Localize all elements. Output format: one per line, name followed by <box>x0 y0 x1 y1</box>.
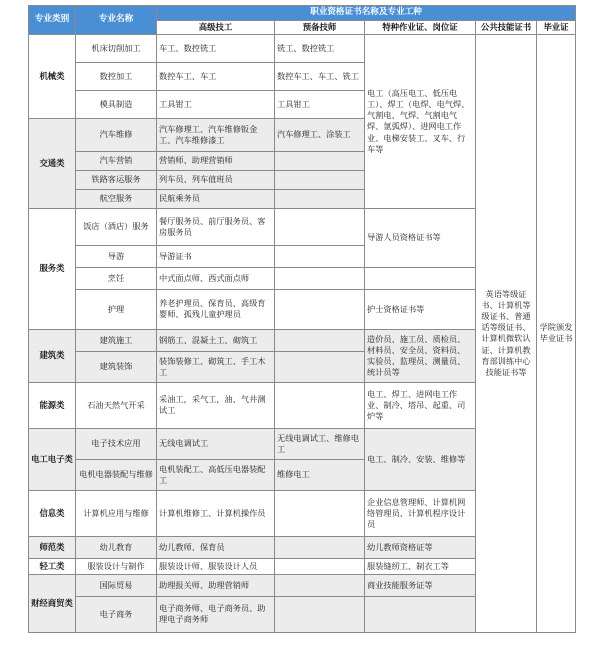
prep-cell <box>275 208 365 245</box>
special-cell: 电工、焊工、进网电工作业、制冷、塔吊、起重、司炉等 <box>365 382 476 428</box>
senior-cell: 装饰装修工、砌筑工、手工木工 <box>157 351 275 382</box>
senior-cell: 数控车工、车工 <box>157 62 275 90</box>
category-cell: 能源类 <box>29 382 76 428</box>
header-senior: 高级技工 <box>157 20 275 34</box>
major-cell: 导游 <box>76 245 157 267</box>
prep-cell <box>275 382 365 428</box>
header-preparatory: 预备技师 <box>275 20 365 34</box>
graduation-cell: 学院颁发毕业证书 <box>537 34 576 632</box>
table-row <box>29 34 576 62</box>
major-cell: 饭店（酒店）服务 <box>76 208 157 245</box>
public-cert-cell: 英语等级证书、计算机等级证书、普通话等级证书、计算机微软认证、计算机教育部训练中心技能证书等 <box>476 34 537 632</box>
certificate-table <box>28 5 576 633</box>
senior-cell: 车工、数控铣工 <box>157 34 275 62</box>
senior-cell: 服装设计师、服装设计人员 <box>157 558 275 574</box>
major-cell: 电子技术应用 <box>76 428 157 459</box>
header-major: 专业名称 <box>76 6 157 35</box>
senior-cell: 营销师、助理营销师 <box>157 151 275 170</box>
special-cell <box>365 267 476 289</box>
category-cell: 财经商贸类 <box>29 574 76 632</box>
prep-cell <box>275 558 365 574</box>
prep-cell <box>275 189 365 208</box>
header-row-1 <box>29 6 576 21</box>
major-cell: 国际贸易 <box>76 574 157 596</box>
special-cell: 电工、制冷、安装、维修等 <box>365 428 476 490</box>
category-cell: 服务类 <box>29 208 76 329</box>
senior-cell: 汽车修理工、汽车维修钣金工、汽车维修漆工 <box>157 118 275 151</box>
major-cell: 计算机应用与维修 <box>76 490 157 536</box>
major-cell: 服装设计与制作 <box>76 558 157 574</box>
senior-cell: 钢筋工、混凝土工、砌筑工 <box>157 329 275 351</box>
category-cell: 信息类 <box>29 490 76 536</box>
prep-cell <box>275 289 365 329</box>
category-cell: 建筑类 <box>29 329 76 382</box>
header-public-cert: 公共技能证书 <box>476 20 537 34</box>
major-cell: 汽车营销 <box>76 151 157 170</box>
major-cell: 幼儿教育 <box>76 536 157 558</box>
major-cell: 数控加工 <box>76 62 157 90</box>
senior-cell: 中式面点师、西式面点师 <box>157 267 275 289</box>
special-cell: 导游人员资格证书等 <box>365 208 476 267</box>
special-cell: 商业技能服务证等 <box>365 574 476 596</box>
major-cell: 烹饪 <box>76 267 157 289</box>
prep-cell: 铣工、数控铣工 <box>275 34 365 62</box>
major-cell: 建筑施工 <box>76 329 157 351</box>
major-cell: 铁路客运服务 <box>76 170 157 189</box>
category-cell: 交通类 <box>29 118 76 208</box>
major-cell: 汽车维修 <box>76 118 157 151</box>
prep-cell: 工具钳工 <box>275 90 365 118</box>
senior-cell: 幼儿教师、保育员 <box>157 536 275 558</box>
major-cell: 航空服务 <box>76 189 157 208</box>
senior-cell: 无线电调试工 <box>157 428 275 459</box>
header-special: 特种作业证、岗位证 <box>365 20 476 34</box>
prep-cell <box>275 151 365 170</box>
senior-cell: 电机装配工、高低压电器装配工 <box>157 459 275 490</box>
prep-cell <box>275 536 365 558</box>
major-cell: 模具制造 <box>76 90 157 118</box>
header-group: 职业资格证书名称及专业工种 <box>157 6 576 21</box>
special-cell: 护士资格证书等 <box>365 289 476 329</box>
category-cell: 机械类 <box>29 34 76 118</box>
senior-cell: 列车员、列车值班员 <box>157 170 275 189</box>
major-cell: 石油天然气开采 <box>76 382 157 428</box>
special-cell: 造价员、施工员、质检员、材料员、安全员、资料员、实验员、监理员、测量员、统计员等 <box>365 329 476 382</box>
category-cell: 轻工类 <box>29 558 76 574</box>
special-cell <box>365 596 476 632</box>
prep-cell <box>275 170 365 189</box>
prep-cell <box>275 245 365 267</box>
prep-cell: 汽车修理工、涂装工 <box>275 118 365 151</box>
special-cell: 服装缝纫工、制衣工等 <box>365 558 476 574</box>
senior-cell: 餐厅服务员、前厅服务员、客房服务员 <box>157 208 275 245</box>
major-cell: 电子商务 <box>76 596 157 632</box>
major-cell: 机床切削加工 <box>76 34 157 62</box>
prep-cell <box>275 329 365 351</box>
senior-cell: 工具钳工 <box>157 90 275 118</box>
prep-cell <box>275 490 365 536</box>
senior-cell: 电子商务师、电子商务员、助理电子商务师 <box>157 596 275 632</box>
major-cell: 电机电器装配与维修 <box>76 459 157 490</box>
senior-cell: 计算机维修工、计算机操作员 <box>157 490 275 536</box>
special-cell: 电工（高压电工、低压电工）、焊工（电焊、电气焊、气割电、气焊、气割电气焊、氩弧焊）、进网电工作业、电梯安装工、叉车、行车等 <box>365 34 476 208</box>
special-cell: 幼儿教师资格证等 <box>365 536 476 558</box>
prep-cell: 维修电工 <box>275 459 365 490</box>
prep-cell <box>275 267 365 289</box>
category-cell: 电工电子类 <box>29 428 76 490</box>
prep-cell <box>275 596 365 632</box>
special-cell: 企业信息管理师、计算机网络管理员、计算机程序设计员 <box>365 490 476 536</box>
prep-cell: 无线电调试工、维修电工 <box>275 428 365 459</box>
senior-cell: 采油工，采气工，油、气井测试工 <box>157 382 275 428</box>
senior-cell: 养老护理员、保育员、高级育婴师、孤残儿童护理员 <box>157 289 275 329</box>
prep-cell <box>275 351 365 382</box>
prep-cell <box>275 574 365 596</box>
category-cell: 师范类 <box>29 536 76 558</box>
senior-cell: 民航乘务员 <box>157 189 275 208</box>
prep-cell: 数控车工、车工、铣工 <box>275 62 365 90</box>
senior-cell: 导游证书 <box>157 245 275 267</box>
header-category: 专业类别 <box>29 6 76 35</box>
major-cell: 护理 <box>76 289 157 329</box>
major-cell: 建筑装饰 <box>76 351 157 382</box>
senior-cell: 助理报关师、助理营销师 <box>157 574 275 596</box>
header-graduation: 毕业证 <box>537 20 576 34</box>
